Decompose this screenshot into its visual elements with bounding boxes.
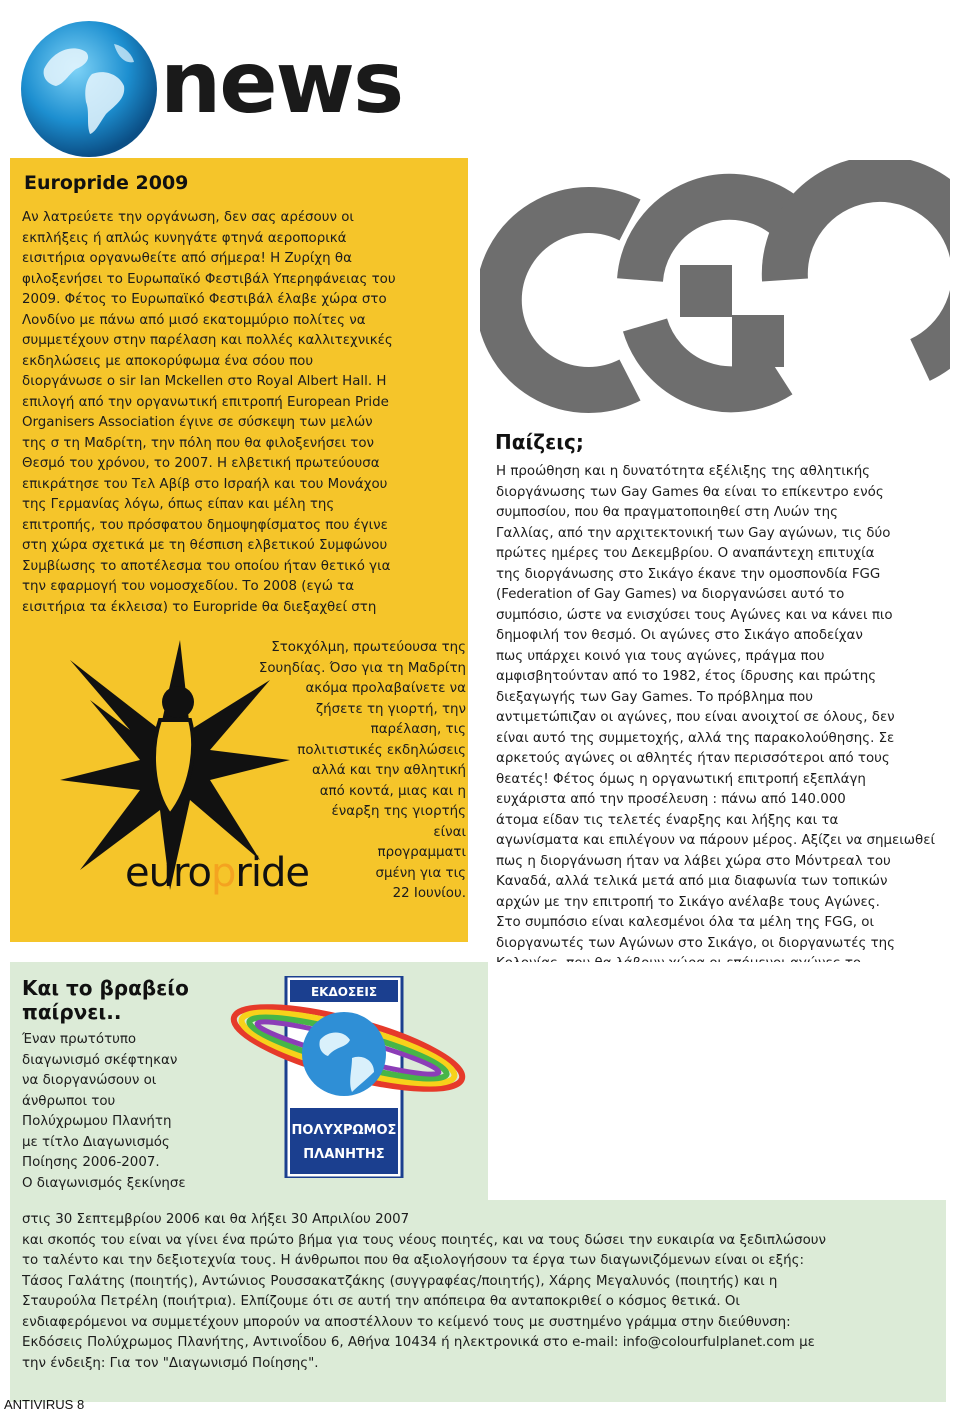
- text-line: είναι αυτό της συμμετοχής, αλλά της παρακολούθησης. Σε: [496, 730, 895, 746]
- poster-bottom-text-1: ΠΟΛΥΧΡΩΜΟΣ: [291, 1123, 397, 1138]
- text-line: Αν λατρεύετε την οργάνωση, δεν σας αρέσουν οι: [22, 210, 354, 225]
- text-line: Ποίησης 2006-2007.: [22, 1155, 160, 1170]
- text-line: πολιτιστικές εκδηλώσεις: [297, 742, 466, 758]
- text-line: της σ τη Μαδρίτη, την πόλη που θα φιλοξενήσει τον: [22, 435, 375, 451]
- text-line: συμμετέχουν στην παρέλαση και πολλές καλλιτεχνικές: [22, 333, 393, 348]
- text-line: ενδιαφερόμενοι να συμμετέχουν μπορούν να αποστέλλουν το κείμενό τους με συστημένο γράμμα στην διεύθυνση:: [22, 1314, 791, 1330]
- text-line: δημοφιλή τον θεσμό. Οι αγώνες στο Σικάγο αποδείχαν: [496, 628, 863, 643]
- text-line: στη χώρα σχετικά με τη θέσπιση ελβετικού Συμφώνου: [22, 538, 388, 553]
- text-line: αρκετούς αγώνες οι αθλητές ήταν περισσότεροι από τους: [496, 751, 890, 766]
- text-line: παρέλαση, τις: [370, 722, 466, 737]
- text-line: 22 Ιουνίου.: [392, 886, 466, 901]
- text-line: σμένη για τις: [375, 865, 466, 881]
- text-line: άνθρωποι του: [22, 1093, 116, 1109]
- text-line: εισιτήρια τα έκλεισα) το Europride θα διεξαχθεί στη: [22, 599, 377, 615]
- text-line: θεατές! Φέτος όμως η οργανωτική επιτροπή εξεπλάγη: [496, 771, 866, 787]
- text-line: Σταυρούλα Πετρέλη (ποιήτρια). Ελπίζουμε ότι σε αυτή την απόπειρα θα ανταποκριθεί ο κόσμος θετικά. Οι: [22, 1294, 740, 1309]
- colourful-planet-poster: [228, 976, 468, 1178]
- text-line: Λονδίνο με πάνω από μισό εκατομμύριο πολίτες να: [22, 312, 366, 328]
- text-line: εκπλήξεις ή απλώς κυνηγάτε φτηνά αεροπορικά: [22, 230, 347, 246]
- text-line: ακόμα προλαβαίνετε να: [305, 681, 466, 696]
- text-line: της διοργάνωσης στο Σικάγο έκανε την ομοσπονδία FGG: [496, 566, 881, 582]
- text-line: αντιμετώπιζαν οι αγώνες, που είναι ανοιχτοί σε όλους, δεν: [496, 710, 895, 725]
- text-line: Θεσμό του χρόνου, το 2007. Η ελβετική πρωτεύουσα: [22, 456, 380, 471]
- text-line: από κοντά, μιας και η: [319, 783, 466, 799]
- europride-logo-p: p: [211, 850, 236, 896]
- text-line: της Γερμανίας λόγω, όπως είπαν και μέλη της: [22, 497, 335, 512]
- text-line: πως υπάρχει κοινό για τους αγώνες, πράγμα που: [496, 648, 825, 664]
- text-line: επιτροπής, του πρόσφατου δημοψηφίσματος που έγινε: [22, 517, 388, 533]
- text-line: Συμβίωσης το αποτέλεσμα του οποίου ήταν θετικό για: [22, 558, 391, 574]
- text-line: Πολύχρωμου Πλανήτη: [22, 1114, 172, 1129]
- text-line: Organisers Association έγινε σε σύσκεψη των μελών: [22, 415, 373, 430]
- page-footer: ANTIVIRUS 8: [4, 1397, 85, 1412]
- text-line: Έναν πρωτότυπο: [22, 1032, 137, 1047]
- text-line: αμφισβητούνταν από το 1982, έτος ίδρυσης και πρώτης: [496, 669, 877, 684]
- award-body-full: [22, 1210, 942, 1374]
- text-line: Η προώθηση και η δυνατότητα εξέλιξης της αθλητικής: [496, 464, 871, 479]
- text-line: αγωνίσματα και επιλέγουν να πάρουν μέρος. Αξίζει να σημειωθεί: [496, 833, 935, 848]
- award-title: [22, 976, 189, 1024]
- text-line: άτομα είδαν τις τελετές έναρξης και λήξης και τα: [496, 812, 839, 828]
- text-line: Καναδά, αλλά τελικά μετά από μια διαφωνία των τοπικών: [496, 874, 888, 889]
- poster-bottom-text-2: ΠΛΑΝΗΤΗΣ: [303, 1147, 385, 1162]
- globe-logo: [14, 14, 164, 164]
- text-line: επικράτησε του Τελ Αβίβ στο Ισραήλ και του Μονάχου: [22, 476, 388, 492]
- text-line: Εκδόσεις Πολύχρωμος Πλανήτης, Αντινοΐδου 6, Αθήνα 10434 ή ηλεκτρονικά στο e-mail: info@colourfulplanet.com με: [22, 1335, 815, 1350]
- text-line: διοργάνωσης των Gay Games θα είναι το επίκεντρο ενός: [496, 484, 884, 500]
- europride-logo-euro: euro: [125, 850, 211, 896]
- text-line: Στο συμπόσιο είναι καλεσμένοι όλα τα μέλη της FGG, οι: [496, 915, 875, 930]
- text-line: φιλοξενήσει το Ευρωπαϊκό Φεστιβάλ Υπερηφάνειας του: [22, 271, 396, 287]
- gay-games-logo: [480, 160, 950, 432]
- text-line: την εφαρμογή του νομοσχεδίου. Το 2008 (εγώ τα: [22, 579, 355, 594]
- text-line: το ταλέντο και την δεξιοτεχνία τους. Η άνθρωποι που θα αξιολογήσουν τα έργα των διαγωνιζόμενων είναι οι εξής:: [22, 1253, 804, 1268]
- text-line: εισιτήρια οργανωθείτε από σήμερα! Η Ζυρίχη θα: [22, 251, 352, 266]
- europride-title: Europride 2009: [24, 172, 189, 194]
- text-line: αρχών με την επιτροπή το Σικάγο ανέλαβε τους Αγώνες.: [496, 894, 880, 910]
- text-line: έναρξη της γιορτής: [331, 804, 466, 819]
- right-column-background: [488, 962, 948, 1200]
- award-body-short: [22, 1030, 242, 1194]
- text-line: διαγωνισμό σκέφτηκαν: [22, 1052, 178, 1068]
- text-line: Ο διαγωνισμός ξεκίνησε: [22, 1175, 186, 1191]
- europride-body: [22, 208, 454, 618]
- text-line: Τάσος Γαλάτης (ποιητής), Αντώνιος Ρουσσακατζάκης (συγγραφέας/ποιητής), Χάρης Μεγαλυνός (ποιητής) και η: [22, 1273, 778, 1289]
- text-line: ευχάριστα από την προσέλευση : πάνω από 140.000: [496, 792, 846, 807]
- text-line: Γαλλίας, από την αρχιτεκτονική των Gay αγώνων, τις δύο: [496, 525, 891, 541]
- text-line: ζήσετε τη γιορτή, την: [315, 701, 466, 717]
- text-line: στις 30 Σεπτεμβρίου 2006 και θα λήξει 30 Απριλίου 2007: [22, 1212, 410, 1227]
- text-line: διοργανωτές των Αγώνων στο Σικάγο, οι διοργανωτές της: [496, 935, 896, 951]
- europride-logo-ride: ride: [235, 850, 309, 896]
- text-line: διεξαγωγής των Gay Games. Το πρόβλημα που: [496, 689, 813, 705]
- text-line: να διοργανώσουν οι: [22, 1073, 157, 1088]
- text-line: Στοκχόλμη, πρωτεύουσα της: [271, 640, 466, 655]
- news-heading: news: [160, 33, 403, 133]
- text-line: και σκοπός του είναι να γίνει ένα πρώτο βήμα για τους νέους ποιητές, και να τους δώσει την ευκαιρία να ξεδιπλώσουν: [22, 1232, 827, 1248]
- text-line: αλλά και την αθλητική: [312, 763, 466, 778]
- text-line: πρώτες ημέρες του Δεκεμβρίου. Ο αναπάντεχη επιτυχία: [496, 546, 875, 561]
- award-title-line2: παίρνει..: [22, 1000, 122, 1024]
- text-line: με τίτλο Διαγωνισμός: [22, 1134, 170, 1150]
- text-line: διοργάνωσε ο sir Ian Mckellen στο Royal Albert Hall. Η: [22, 374, 387, 389]
- text-line: συμπόσιο, ώστε να ενισχύσει τους Αγώνες και να κάνει πιο: [496, 607, 893, 623]
- text-line: είναι: [433, 824, 466, 840]
- text-line: Σουηδίας. Όσο για τη Μαδρίτη: [258, 660, 466, 676]
- europride-logo: [125, 850, 309, 896]
- text-line: 2009. Φέτος το Ευρωπαϊκό Φεστιβάλ έλαβε χώρα στο: [22, 292, 387, 307]
- text-line: επιλογή από την οργανωτική επιτροπή European Pride: [22, 394, 389, 410]
- poster-top-text: ΕΚΔΟΣΕΙΣ: [310, 985, 378, 999]
- paizeis-title: Παίζεις;: [495, 430, 584, 454]
- text-line: την ένδειξη: Για τον "Διαγωνισμό Ποίησης".: [22, 1355, 319, 1371]
- text-line: προγραμματι: [377, 845, 466, 860]
- text-line: συμποσίου, που θα πραγματοποιηθεί στη Λυών της: [496, 505, 838, 520]
- award-title-line1: Και το βραβείο: [22, 976, 189, 1000]
- text-line: πως η διοργάνωση ήταν να λάβει χώρα στο Μόντρεαλ του: [496, 853, 891, 869]
- text-line: (Federation of Gay Games) να διοργανώσει αυτό το: [496, 587, 845, 602]
- text-line: εκδηλώσεις με αποκορύφωμα ένα σόου που: [22, 353, 314, 369]
